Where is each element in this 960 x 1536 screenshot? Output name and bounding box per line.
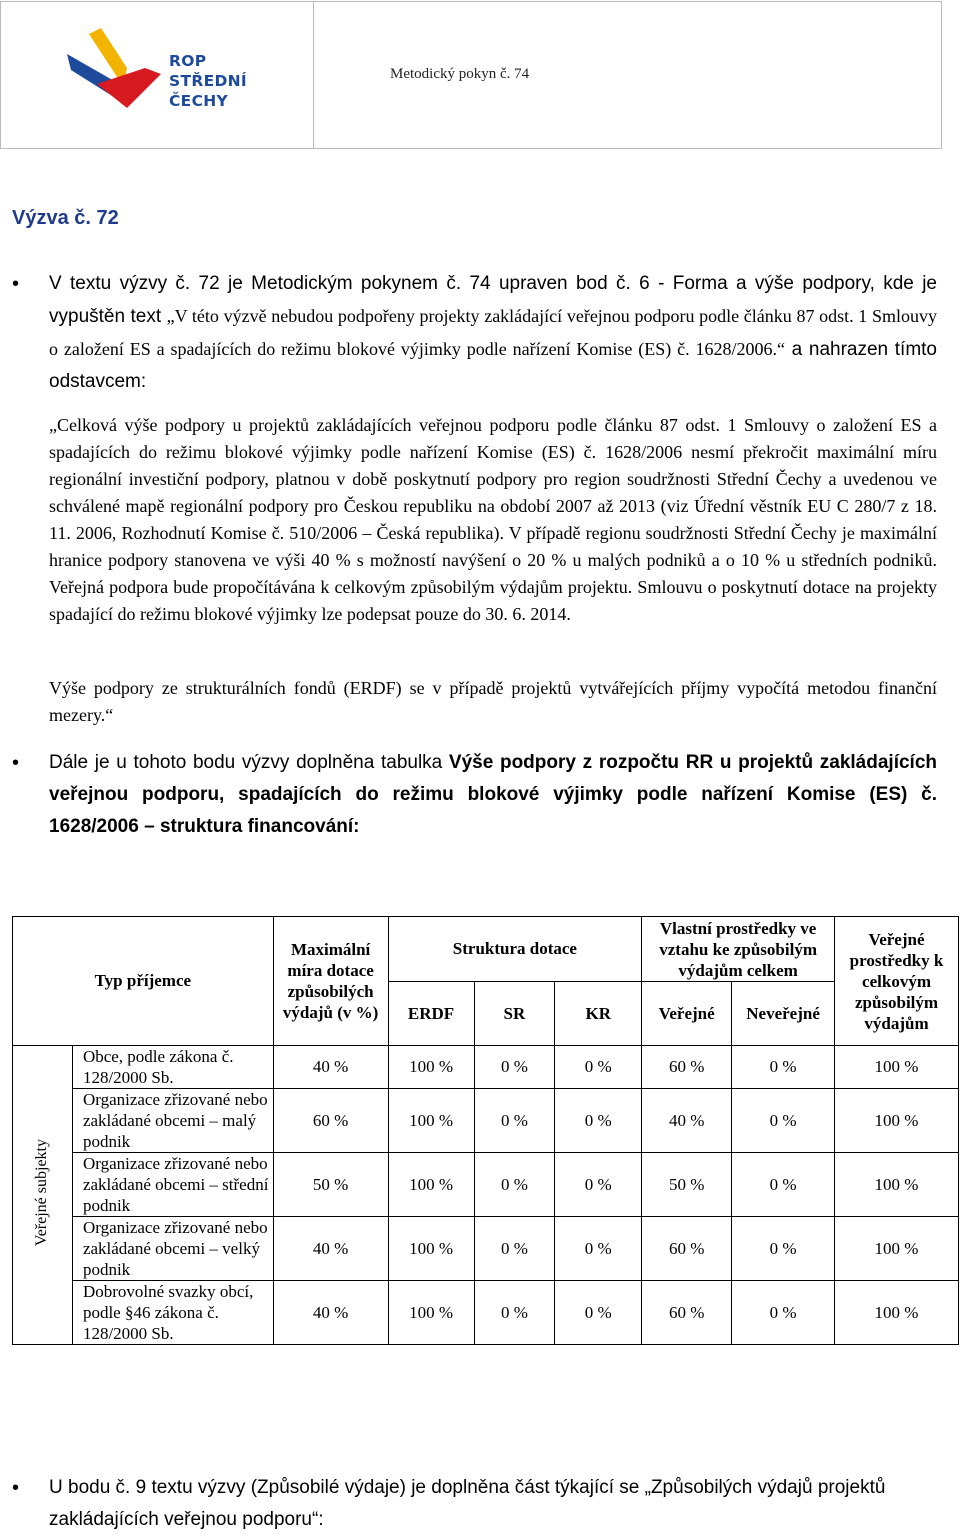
rop-logo-icon — [67, 28, 167, 118]
public-own: 60 % — [642, 1046, 732, 1089]
header-own-funds: Vlastní prostředky ve vztahu ke způsobilým výdajům celkem — [642, 917, 835, 982]
kr-share: 0 % — [555, 1046, 642, 1089]
erdf-share: 100 % — [388, 1046, 474, 1089]
document-reference: Metodický pokyn č. 74 — [390, 66, 530, 82]
table-row — [13, 1217, 959, 1281]
nonpublic-own: 0 % — [732, 1153, 835, 1217]
logo-text — [169, 51, 247, 111]
erdf-share: 100 % — [388, 1217, 474, 1281]
kr-share: 0 % — [555, 1281, 642, 1345]
public-total: 100 % — [835, 1046, 959, 1089]
erdf-share: 100 % — [388, 1089, 474, 1153]
public-total: 100 % — [835, 1217, 959, 1281]
table-row — [13, 1153, 959, 1217]
header-nonpublic: Neveřejné — [732, 982, 835, 1046]
logo-cell — [1, 2, 314, 148]
bullet-3-text: U bodu č. 9 textu výzvy (Způsobilé výdaje) je doplněna část týkající se „Způsobilých výdajů projektů zakládajících veřejnou podporu“: — [49, 1477, 886, 1530]
header-public-funds-total: Veřejné prostředky k celkovým způsobilým výdajům — [835, 917, 959, 1046]
public-own: 50 % — [642, 1153, 732, 1217]
table-row — [13, 1046, 959, 1089]
header-kr: KR — [555, 982, 642, 1046]
header-recipient-type: Typ příjemce — [13, 917, 274, 1046]
bullet-2-table-title: Výše podpory z rozpočtu RR u projektů zakládajících veřejnou podporu, spadajících do režimu blokové výjimky podle nařízení Komise (ES) č. 1628/2006 – struktura financování: — [49, 752, 937, 837]
kr-share: 0 % — [555, 1089, 642, 1153]
quote-paragraph-1: „Celková výše podpory u projektů zakládajících veřejnou podporu podle článku 87 odst. 1 Smlouvy o založení ES a spadajících do režimu blokové výjimky podle nařízení Komise (ES) č. 1628/2006 nesmí překročit maximální míru regionální investiční podpory, platnou v době poskytnutí podpory pro region soudržnosti Střední Čechy a uvedenou ve schválené mapě regionální podpory pro Českou republiku na období 2007 až 2013 (viz Úřední věstník EU C 280/7 z 18. 11. 2006, Rozhodnutí Komise č. 510/2006 – Česká republika). V případě regionu soudržnosti Střední Čechy je maximální hranice podpory stanovena ve výši 40 % s možností navýšení o 20 % u malých podniků a o 10 % u středních podniků. Veřejná podpora bude propočítávána k celkovým způsobilým výdajům projektu. Smlouvu o poskytnutí dotace na projekty spadající do režimu blokové výjimky lze podepsat pouze do 30. 6. 2014. — [49, 415, 937, 624]
table-row — [13, 1089, 959, 1153]
logo-line-3: ČECHY — [169, 92, 229, 110]
bullet-1-outro: a nahrazen tímto odstavcem: — [49, 339, 937, 392]
bullet-1-removed-text: „V této výzvě nebudou podpořeny projekty zakládající veřejnou podporu podle článku 87 odst. 1 Smlouvy o založení ES a spadajících do režimu blokové výjimky podle nařízení Komise (ES) č. 1628/2006.“ — [49, 306, 937, 359]
sr-share: 0 % — [474, 1089, 555, 1153]
bullet-2-text — [49, 747, 937, 843]
public-total: 100 % — [835, 1089, 959, 1153]
sr-share: 0 % — [474, 1153, 555, 1217]
group-label: Veřejné subjekty — [33, 1138, 51, 1247]
logo-line-2: STŘEDNÍ — [169, 72, 247, 90]
bullet-marker: • — [12, 1477, 20, 1499]
bullet-1-intro: V textu výzvy č. 72 je Metodickým pokynem č. 74 upraven bod č. 6 - Forma a výše podpory, kde je vypuštěn text — [49, 273, 937, 327]
bullet-marker: • — [12, 752, 20, 774]
public-total: 100 % — [835, 1281, 959, 1345]
quote-paragraph-2: Výše podpory ze strukturálních fondů (ERDF) se v případě projektů vytvářejících příjmy vypočítá metodou finanční mezery.“ — [49, 678, 937, 725]
nonpublic-own: 0 % — [732, 1281, 835, 1345]
recipient-type: Organizace zřizované nebo zakládané obcemi – velký podnik — [72, 1217, 273, 1281]
section-title: Výzva č. 72 — [12, 207, 119, 229]
sr-share: 0 % — [474, 1281, 555, 1345]
table-row — [13, 1281, 959, 1345]
kr-share: 0 % — [555, 1153, 642, 1217]
kr-share: 0 % — [555, 1217, 642, 1281]
recipient-type: Dobrovolné svazky obcí, podle §46 zákona č. 128/2000 Sb. — [72, 1281, 273, 1345]
erdf-share: 100 % — [388, 1281, 474, 1345]
reference-cell — [314, 2, 941, 148]
sr-share: 0 % — [474, 1046, 555, 1089]
header-max-rate: Maximální míra dotace způsobilých výdajů (v %) — [273, 917, 388, 1046]
financing-structure-table — [12, 916, 959, 1345]
header-sr: SR — [474, 982, 555, 1046]
public-total: 100 % — [835, 1153, 959, 1217]
max-rate: 60 % — [273, 1089, 388, 1153]
erdf-share: 100 % — [388, 1153, 474, 1217]
page-header — [0, 1, 942, 149]
header-grant-structure: Struktura dotace — [388, 917, 642, 982]
logo-line-1: ROP — [169, 52, 207, 70]
max-rate: 50 % — [273, 1153, 388, 1217]
bullet-2-intro: Dále je u tohoto bodu výzvy doplněna tabulka — [49, 752, 449, 773]
header-erdf: ERDF — [388, 982, 474, 1046]
max-rate: 40 % — [273, 1281, 388, 1345]
max-rate: 40 % — [273, 1046, 388, 1089]
sr-share: 0 % — [474, 1217, 555, 1281]
nonpublic-own: 0 % — [732, 1217, 835, 1281]
nonpublic-own: 0 % — [732, 1089, 835, 1153]
bullet-1-text — [49, 268, 937, 398]
nonpublic-own: 0 % — [732, 1046, 835, 1089]
public-own: 60 % — [642, 1217, 732, 1281]
public-own: 40 % — [642, 1089, 732, 1153]
group-label-cell — [13, 1046, 73, 1345]
recipient-type: Organizace zřizované nebo zakládané obcemi – střední podnik — [72, 1153, 273, 1217]
public-own: 60 % — [642, 1281, 732, 1345]
header-public: Veřejné — [642, 982, 732, 1046]
bullet-marker: • — [12, 273, 20, 295]
recipient-type: Organizace zřizované nebo zakládané obcemi – malý podnik — [72, 1089, 273, 1153]
recipient-type: Obce, podle zákona č. 128/2000 Sb. — [72, 1046, 273, 1089]
max-rate: 40 % — [273, 1217, 388, 1281]
